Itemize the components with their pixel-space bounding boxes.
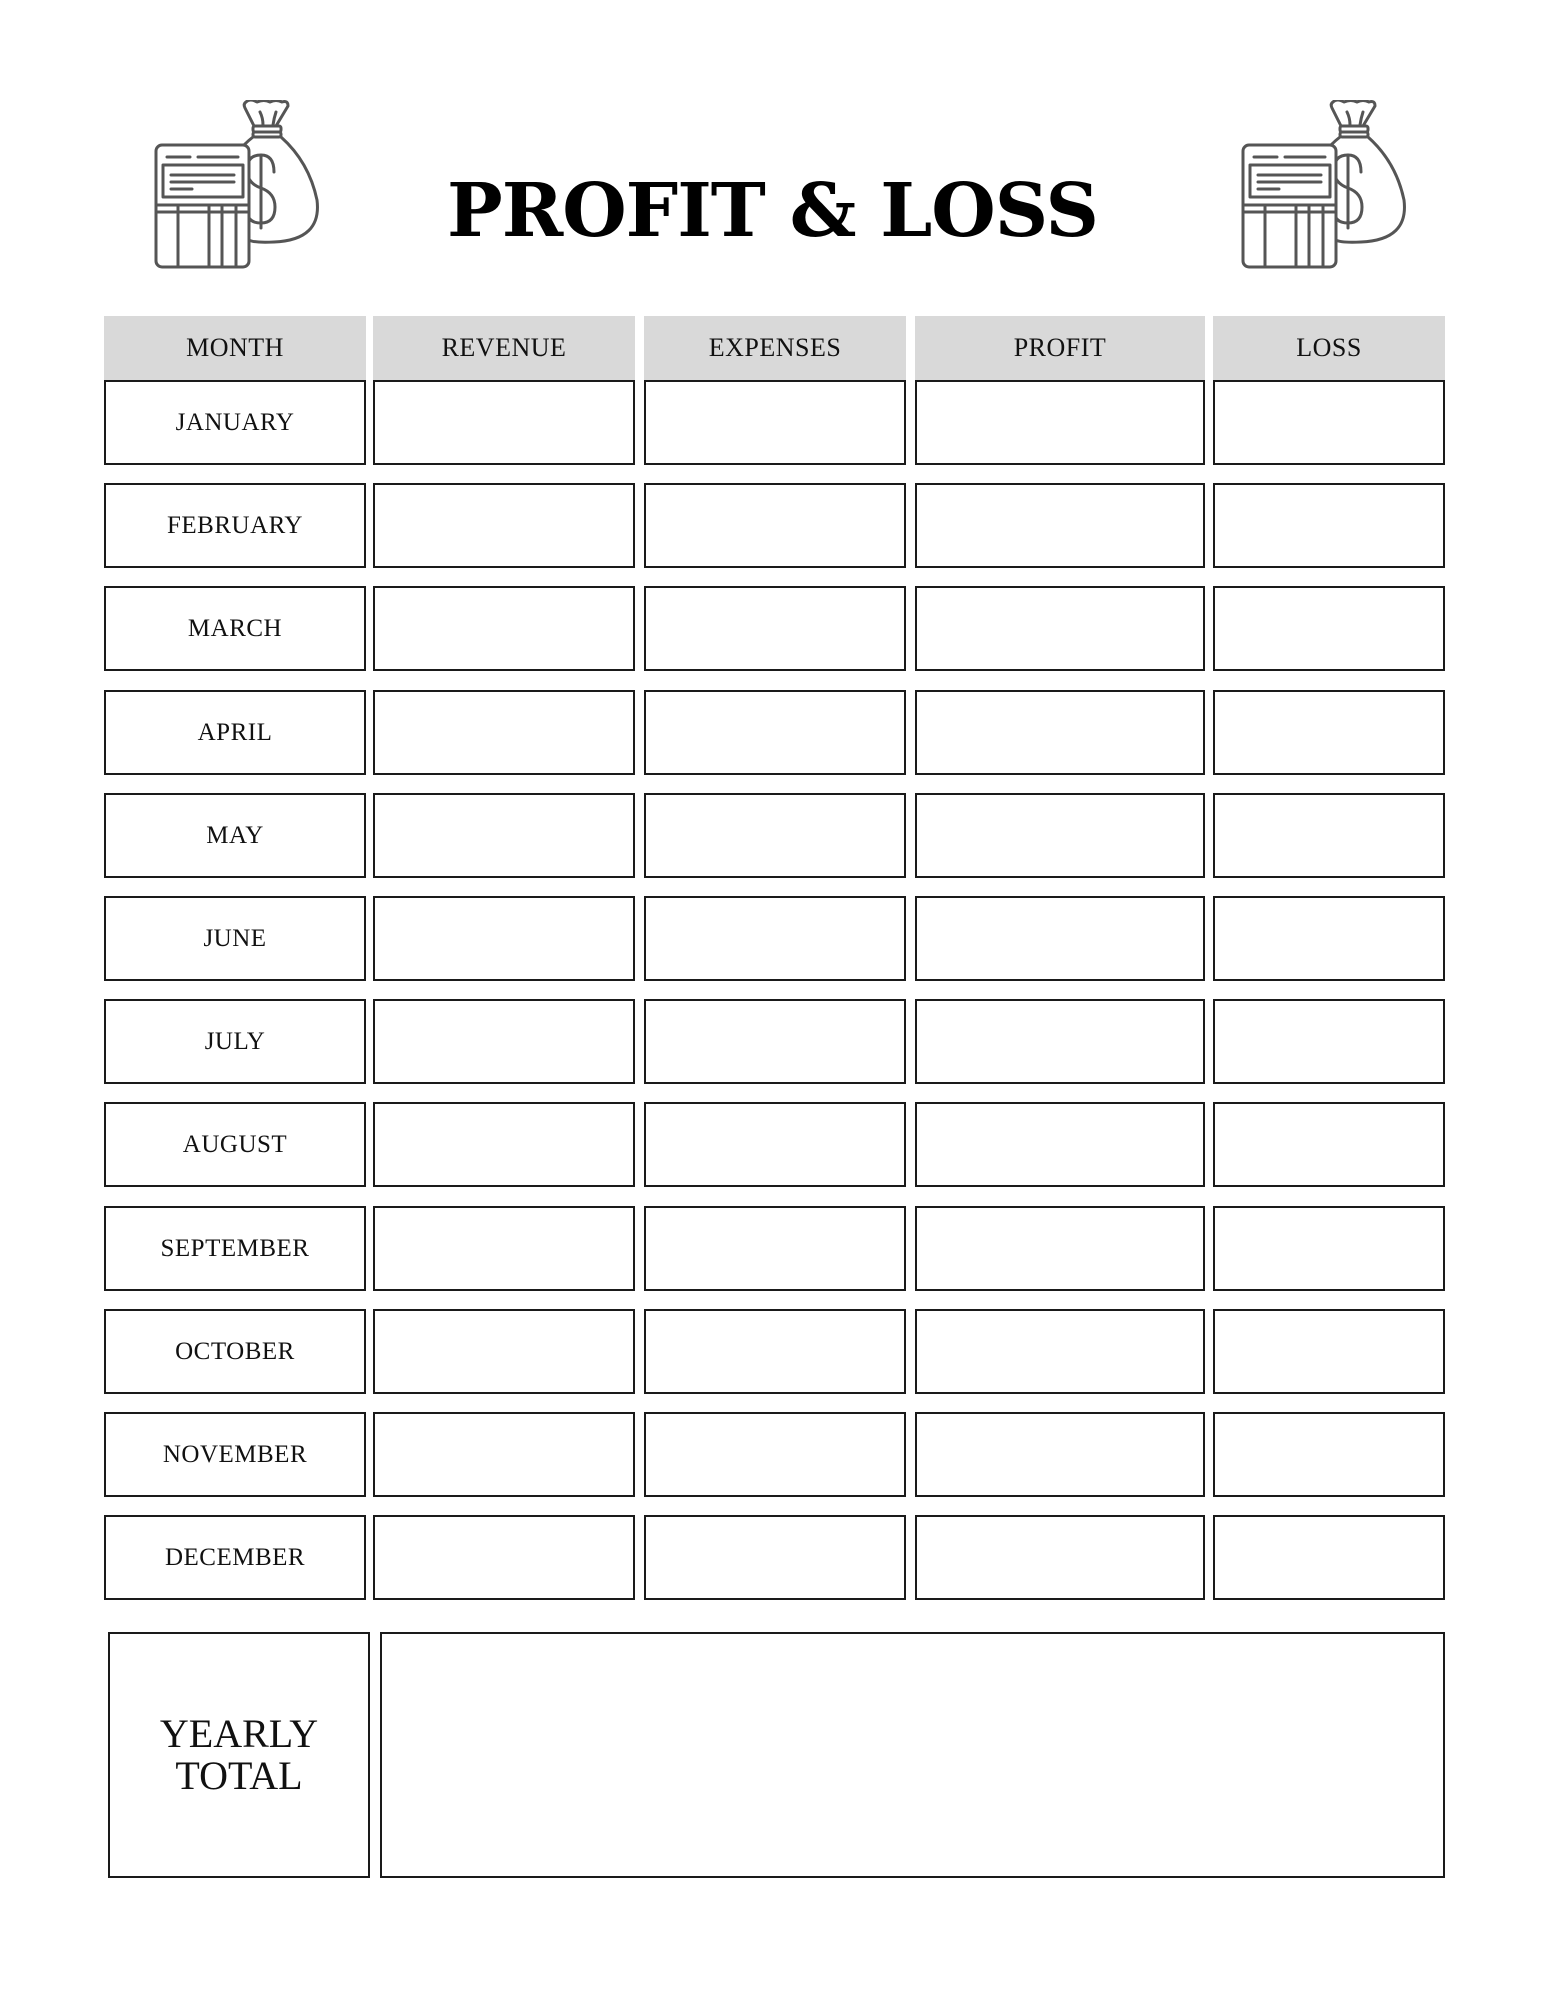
expenses-field[interactable] [644, 380, 906, 465]
yearly-total-label-line2: TOTAL [175, 1753, 303, 1798]
expenses-field[interactable] [644, 1515, 906, 1600]
loss-field[interactable] [1213, 896, 1445, 981]
profit-field[interactable] [915, 999, 1205, 1084]
revenue-field[interactable] [373, 380, 635, 465]
expenses-field[interactable] [644, 896, 906, 981]
loss-field[interactable] [1213, 1102, 1445, 1187]
loss-field[interactable] [1213, 586, 1445, 671]
expenses-field[interactable] [644, 999, 906, 1084]
column-header-month: MONTH [104, 316, 366, 380]
profit-field[interactable] [915, 1412, 1205, 1497]
revenue-field[interactable] [373, 999, 635, 1084]
yearly-total-label-line1: YEARLY [159, 1711, 319, 1756]
page-title: PROFIT & LOSS [447, 168, 1098, 254]
month-label: DECEMBER [104, 1515, 366, 1600]
profit-field[interactable] [915, 1206, 1205, 1291]
profit-field[interactable] [915, 1515, 1205, 1600]
expenses-field[interactable] [644, 1309, 906, 1394]
loss-field[interactable] [1213, 380, 1445, 465]
month-label: MAY [104, 793, 366, 878]
month-label: OCTOBER [104, 1309, 366, 1394]
loss-field[interactable] [1213, 999, 1445, 1084]
yearly-total-label [108, 1632, 370, 1878]
profit-field[interactable] [915, 1102, 1205, 1187]
profit-field[interactable] [915, 690, 1205, 775]
expenses-field[interactable] [644, 1412, 906, 1497]
loss-field[interactable] [1213, 1206, 1445, 1291]
revenue-field[interactable] [373, 1309, 635, 1394]
column-header-profit: PROFIT [915, 316, 1205, 380]
expenses-field[interactable] [644, 1102, 906, 1187]
profit-field[interactable] [915, 1309, 1205, 1394]
revenue-field[interactable] [373, 1412, 635, 1497]
month-label: JULY [104, 999, 366, 1084]
expenses-field[interactable] [644, 690, 906, 775]
revenue-field[interactable] [373, 1206, 635, 1291]
yearly-total-field[interactable] [380, 1632, 1445, 1878]
loss-field[interactable] [1213, 1515, 1445, 1600]
column-header-expenses: EXPENSES [644, 316, 906, 380]
revenue-field[interactable] [373, 586, 635, 671]
month-label: JUNE [104, 896, 366, 981]
month-label: AUGUST [104, 1102, 366, 1187]
profit-field[interactable] [915, 586, 1205, 671]
revenue-field[interactable] [373, 690, 635, 775]
column-header-loss: LOSS [1213, 316, 1445, 380]
month-label: APRIL [104, 690, 366, 775]
expenses-field[interactable] [644, 483, 906, 568]
month-label: FEBRUARY [104, 483, 366, 568]
profit-field[interactable] [915, 483, 1205, 568]
loss-field[interactable] [1213, 1309, 1445, 1394]
revenue-field[interactable] [373, 1102, 635, 1187]
revenue-field[interactable] [373, 1515, 635, 1600]
revenue-field[interactable] [373, 483, 635, 568]
column-header-revenue: REVENUE [373, 316, 635, 380]
month-label: NOVEMBER [104, 1412, 366, 1497]
month-label: MARCH [104, 586, 366, 671]
loss-field[interactable] [1213, 793, 1445, 878]
month-label: SEPTEMBER [104, 1206, 366, 1291]
expenses-field[interactable] [644, 586, 906, 671]
month-label: JANUARY [104, 380, 366, 465]
profit-field[interactable] [915, 896, 1205, 981]
expenses-field[interactable] [644, 793, 906, 878]
revenue-field[interactable] [373, 896, 635, 981]
loss-field[interactable] [1213, 690, 1445, 775]
loss-field[interactable] [1213, 483, 1445, 568]
profit-field[interactable] [915, 793, 1205, 878]
expenses-field[interactable] [644, 1206, 906, 1291]
revenue-field[interactable] [373, 793, 635, 878]
profit-field[interactable] [915, 380, 1205, 465]
loss-field[interactable] [1213, 1412, 1445, 1497]
